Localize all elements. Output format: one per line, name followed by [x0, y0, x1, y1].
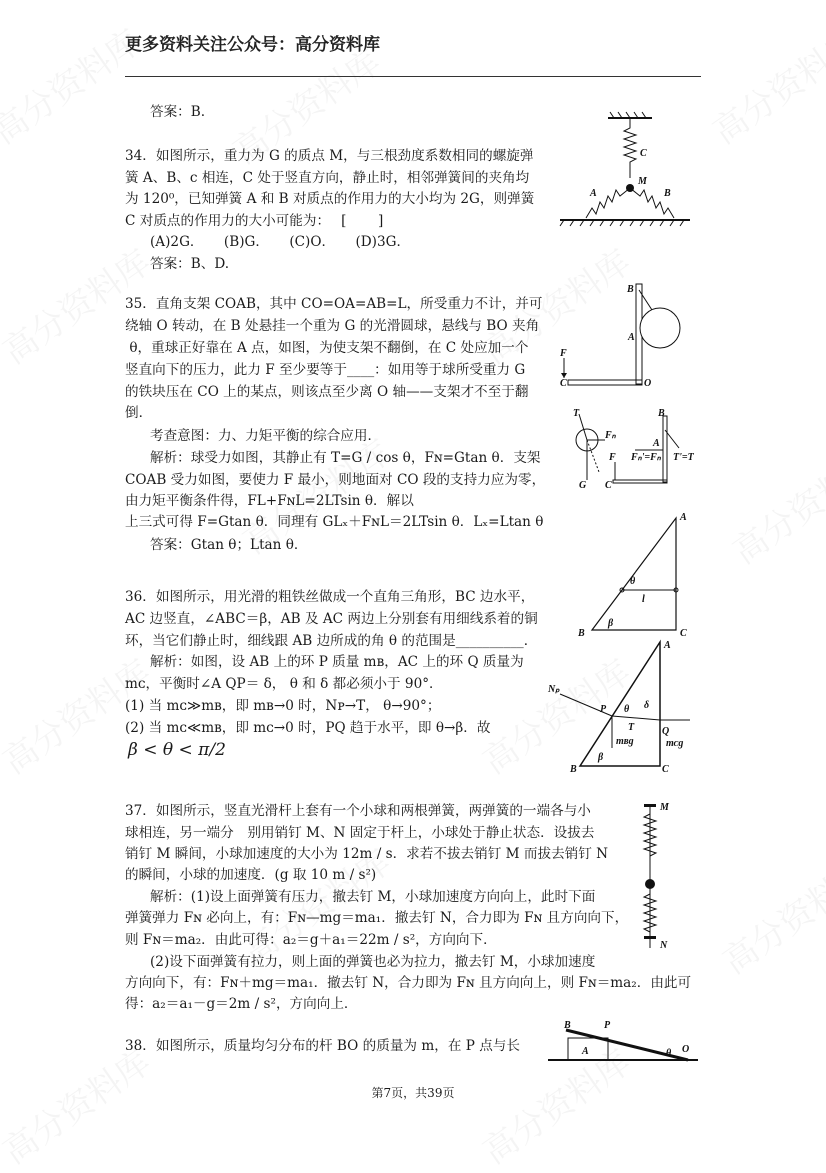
q35-solution: 由力矩平衡条件得，FL+FɴL=2LTsin θ．解以 — [125, 493, 414, 509]
q34-line: C 对质点的作用力的大小可能为： [ ] — [125, 213, 384, 229]
q36-line: 环，当它们静止时，细线跟 AB 边所成的角 θ 的范围是__________． — [125, 633, 538, 649]
svg-text:mʙg: mʙg — [616, 736, 634, 747]
page-footer: 第7页，共39页 — [371, 1086, 455, 1100]
svg-text:O: O — [644, 378, 652, 389]
figure-35-bracket — [560, 280, 695, 395]
q37-solution: 得：a₂＝a₁－g＝2m / s²，方向向上． — [125, 996, 358, 1012]
svg-text:β: β — [608, 618, 614, 629]
q36-formula: β < θ < π/2 — [128, 740, 226, 760]
q35-solution: COAB 受力如图，要使力 F 最小，则地面对 CO 段的支持力应为零， — [125, 472, 546, 488]
svg-text:P: P — [600, 704, 607, 715]
svg-text:l: l — [642, 594, 645, 605]
svg-text:G: G — [579, 480, 587, 491]
q35-line: 倒． — [125, 405, 153, 421]
q35-line: 绕轴 O 转动，在 B 处悬挂一个重为 G 的光滑圆球，悬线与 BO 夹角 — [125, 318, 540, 334]
q37-solution: 方向向下，有：Fɴ＋mg＝ma₁．撤去钉 N，合力即为 Fɴ 且方向向上，则 Fɴ＝ma₂．由此可 — [125, 975, 692, 991]
svg-text:A: A — [680, 512, 687, 523]
figure-36-solution — [540, 638, 705, 773]
q34-line: 34．如图所示，重力为 G 的质点 M，与三根劲度系数相同的螺旋弹 — [125, 148, 534, 164]
q37-line: 球相连，另一端分 别用销钉 M、N 固定于杆上，小球处于静止状态．设拔去 — [125, 825, 595, 841]
q35-intent: 考查意图：力、力矩平衡的综合应用． — [150, 428, 382, 444]
svg-text:B: B — [564, 1020, 571, 1031]
q36-solution: (2) 当 mᴄ≪mʙ，即 mᴄ→0 时，PQ 趋于水平，即 θ→β．故 — [125, 720, 491, 736]
q37-solution: 则 Fɴ＝ma₂．由此可得：a₂＝g＋a₁＝22m / s²，方向向下． — [125, 932, 497, 948]
q35-solution: 上三式可得 F=Gtan θ．同理有 GLₓ＋FɴL＝2LTsin θ．Lₓ=Ltan θ — [125, 514, 544, 530]
svg-text:C: C — [605, 480, 612, 491]
svg-text:M: M — [660, 802, 669, 813]
svg-text:B: B — [578, 628, 585, 639]
svg-text:Fₙ: Fₙ — [605, 430, 616, 441]
svg-text:β: β — [598, 752, 604, 763]
figure-35-force-diagrams — [565, 410, 705, 500]
svg-text:O: O — [682, 1044, 690, 1055]
q34-options: (A)2G． (B)G． (C)O． (D)3G． — [150, 234, 411, 250]
svg-text:P: P — [604, 1020, 611, 1031]
q35-line: 35．直角支架 COAB，其中 CO=OA=AB=L，所受重力不计，并可 — [125, 296, 543, 312]
svg-text:C: C — [560, 378, 567, 389]
watermark — [721, 436, 826, 574]
q34-line: 簧 A、B、c 相连，C 处于竖直方向，静止时，相邻弹簧间的夹角均 — [125, 170, 530, 186]
svg-text:T: T — [628, 722, 635, 733]
svg-text:A: A — [628, 332, 635, 343]
answer-34: 答案：B、D. — [150, 256, 230, 272]
svg-text:C: C — [662, 764, 669, 775]
watermark — [701, 16, 826, 154]
answer-33: 答案：B. — [150, 104, 206, 120]
svg-text:A: A — [653, 438, 660, 449]
svg-text:B: B — [664, 188, 671, 199]
q36-solution: mᴄ，平衡时∠A QP＝ δ， θ 和 δ 都必须小于 90°． — [125, 676, 443, 692]
figure-38-rod — [548, 1022, 698, 1064]
page-header: 更多资料关注公众号：高分资料库 — [125, 35, 380, 55]
answer-35: 答案：Gtan θ；Ltan θ． — [150, 537, 308, 553]
svg-text:F: F — [560, 348, 567, 359]
svg-text:A: A — [664, 640, 671, 651]
svg-text:A: A — [582, 1046, 589, 1057]
header-divider — [125, 76, 701, 77]
q37-line: 37．如图所示，竖直光滑杆上套有一个小球和两根弹簧，两弹簧的一端各与小 — [125, 803, 591, 819]
q34-line: 为 120⁰，已知弹簧 A 和 B 对质点的作用力的大小均为 2G，则弹簧 — [125, 191, 535, 207]
svg-text:T'=T: T'=T — [673, 452, 694, 463]
svg-text:N: N — [660, 940, 668, 951]
svg-text:B: B — [658, 408, 665, 419]
svg-text:θ: θ — [630, 576, 636, 587]
svg-text:B: B — [570, 764, 577, 775]
q36-line: AC 边竖直，∠ABC＝β，AB 及 AC 两边上分别套有用细线系着的铜 — [125, 611, 538, 627]
svg-text:Fₙ'=Fₙ: Fₙ'=Fₙ — [631, 452, 661, 463]
svg-text:C: C — [680, 628, 687, 639]
figure-37-rod-springs — [632, 798, 682, 958]
svg-text:θ: θ — [666, 1048, 672, 1059]
q38-line: 38．如图所示，质量均匀分布的杆 BO 的质量为 m，在 P 点与长 — [125, 1038, 520, 1054]
q36-line: 36．如图所示，用光滑的粗铁丝做成一个直角三角形，BC 边水平， — [125, 589, 535, 605]
q37-solution: (2)设下面弹簧有拉力，则上面的弹簧也必为拉力，撤去钉 M，小球加速度 — [150, 954, 596, 970]
q35-solution: 解析：球受力如图，其静止有 T=G / cos θ，Fɴ=Gtan θ．支架 — [150, 450, 541, 466]
q37-line: 的瞬间，小球的加速度．(g 取 10 m / s²) — [125, 867, 377, 883]
q35-line: 的铁块压在 CO 上的某点，则该点至少离 O 轴——支架才不至于翻 — [125, 384, 529, 400]
svg-text:A: A — [590, 188, 597, 199]
svg-text:B: B — [627, 284, 634, 295]
svg-text:δ: δ — [644, 700, 650, 711]
svg-text:F: F — [609, 452, 616, 463]
q37-solution: 解析：(1)设上面弹簧有压力，撤去钉 M，小球加速度方向向上，此时下面 — [150, 889, 596, 905]
watermark — [711, 846, 826, 984]
svg-text:C: C — [640, 148, 647, 159]
q37-solution: 弹簧弹力 Fɴ 必向上，有：Fɴ—mg＝ma₁．撤去钉 N，合力即为 Fɴ 且方向向下， — [125, 910, 629, 926]
svg-text:mᴄg: mᴄg — [666, 738, 684, 749]
figure-36-triangle — [572, 508, 702, 638]
svg-text:Nₚ: Nₚ — [548, 684, 560, 695]
q35-line: 竖直向下的压力，此力 F 至少要等于____：如用等于球所受重力 G — [125, 362, 526, 378]
svg-text:θ: θ — [624, 704, 630, 715]
q37-line: 销钉 M 瞬间，小球加速度的大小为 12m / s．求若不拔去销钉 M 而拔去销钉 N — [125, 846, 609, 862]
watermark — [0, 1036, 159, 1173]
q36-solution: (1) 当 mᴄ≫mʙ，即 mʙ→0 时，Nᴘ→T， θ→90°； — [125, 698, 441, 714]
svg-text:T: T — [573, 408, 580, 419]
svg-text:M: M — [638, 176, 647, 187]
svg-text:Q: Q — [662, 726, 670, 737]
q36-solution: 解析：如图，设 AB 上的环 P 质量 mʙ，AC 上的环 Q 质量为 — [150, 654, 524, 670]
figure-34-springs — [560, 112, 690, 232]
q35-line: θ，重球正好靠在 A 点，如图，为使支架不翻倒，在 C 处应加一个 — [125, 340, 529, 356]
